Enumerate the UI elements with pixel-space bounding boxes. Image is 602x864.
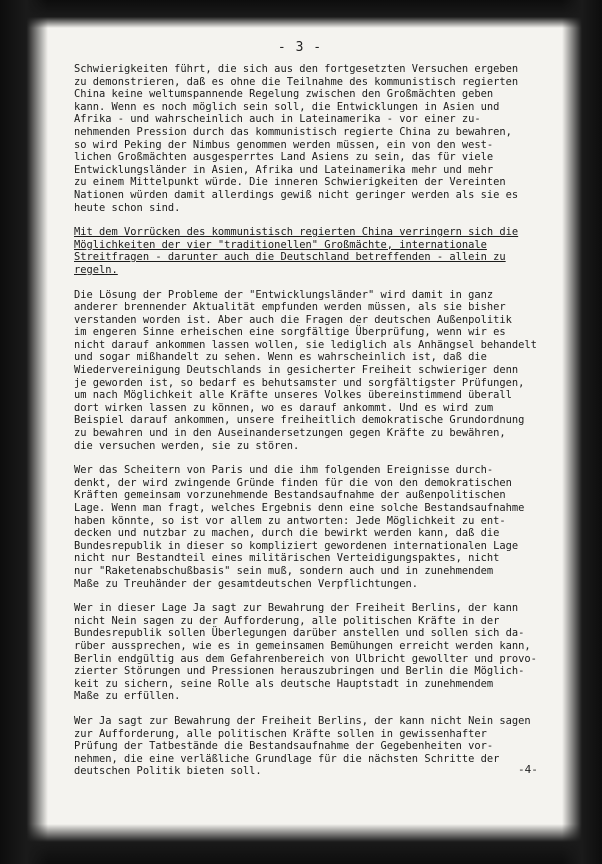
text-line: denkt, der wird zwingende Gründe finden für die von den demokratischen — [74, 476, 512, 489]
text-line: nicht nur Bestandteil eines militärischen Verteidigungspaktes, nicht — [74, 552, 500, 565]
text-line: und sogar mißhandelt zu sehen. Wenn es wahrscheinlich ist, daß die — [74, 351, 487, 364]
text-line: Schwierigkeiten führt, die sich aus den fortgesetzten Versuchen ergeben — [74, 63, 519, 75]
text-line: so wird Peking der Nimbus genommen werden müssen, ein von den west- — [74, 138, 494, 151]
text-line: Mit dem Vorrücken des kommunistisch regierten China verringern sich die — [74, 226, 519, 239]
text-line: haben könnte, so ist vor allem zu antworten: Jede Möglichkeit zu ent- — [74, 514, 506, 527]
text-line: Wiedervereinigung Deutschlands in gesicherter Freiheit schwieriger denn — [74, 364, 519, 377]
scan-border-bottom — [0, 824, 602, 864]
text-line: kann. Wenn es noch möglich sein soll, die Entwicklungen in Asien und — [74, 100, 500, 113]
text-line: Die Lösung der Probleme der "Entwicklungsländer" wird damit in ganz — [74, 288, 494, 301]
text-line: deutschen Politik bieten soll. — [74, 765, 262, 778]
scan-border-left — [0, 0, 48, 864]
text-line: heute schon sind. — [74, 201, 181, 214]
text-line: zur Aufforderung, alle politischen Kräfte sollen in gewissenhafter — [74, 727, 487, 740]
text-line: nicht darauf ankommen lassen wollen, sie lediglich als Anhängsel behandelt — [74, 338, 537, 351]
text-line: decken und nutzbar zu machen, durch die bewirkt werden kann, daß die — [74, 527, 500, 540]
paragraph — [74, 63, 554, 214]
text-line: Möglichkeiten der vier "traditionellen" Großmächte, internationale — [74, 238, 487, 251]
scan-border-top — [0, 0, 602, 28]
text-line: um nach Möglichkeit alle Kräfte unseres Volkes übereinstimmend überall — [74, 389, 512, 402]
text-line: Wer Ja sagt zur Bewahrung der Freiheit Berlins, der kann nicht Nein sagen — [74, 714, 531, 727]
text-line: Lage. Wenn man fragt, welches Ergebnis denn eine solche Bestandsaufnahme — [74, 502, 525, 514]
text-line: Maße zu erfüllen. — [74, 690, 181, 703]
underlined-paragraph — [74, 226, 554, 276]
paragraph — [74, 715, 554, 778]
paragraph — [74, 289, 554, 453]
page-number: - 3 - — [277, 40, 323, 55]
text-line: China keine weltumspannende Regelung zwischen den Großmächten geben — [74, 88, 494, 101]
text-line: Wer in dieser Lage Ja sagt zur Bewahrung der Freiheit Berlins, der kann — [74, 602, 519, 615]
text-line: zu einem Mittelpunkt würde. Die inneren Schwierigkeiten der Vereinten — [74, 176, 506, 189]
text-line: keit zu sichern, seine Rolle als deutsche Hauptstadt in zunehmendem — [74, 677, 494, 690]
text-line: rüber aussprechen, wie es in gemeinsamen Bemühungen erreicht werden kann, — [74, 639, 531, 652]
text-line: Wer das Scheitern von Paris und die ihm folgenden Ereignisse durch- — [74, 464, 494, 477]
next-page-marker: -4- — [518, 763, 538, 776]
text-line: Berlin endgültig aus dem Gefahrenbereich von Ulbricht gewollter und provo- — [74, 652, 537, 665]
text-line: Prüfung der Tatbestände die Bestandsaufnahme der Gegebenheiten vor- — [74, 740, 494, 753]
scan-border-right — [562, 0, 602, 864]
text-line: Afrika - und wahrscheinlich auch in Lateinamerika - vor einer zu- — [74, 113, 481, 126]
text-line: Streitfragen - darunter auch die Deutschland betreffenden - allein zu — [74, 251, 506, 264]
text-line: dort wirken lassen zu können, wo es darauf ankommt. Und es wird zum — [74, 401, 494, 414]
text-line: Maße zu Treuhänder der gesamtdeutschen Verpflichtungen. — [74, 577, 419, 590]
text-line: verstanden worden ist. Aber auch die Fragen der deutschen Außenpolitik — [74, 313, 512, 326]
text-line: Entwicklungsländer in Asien, Afrika und Lateinamerika mehr und mehr — [74, 163, 494, 176]
text-line: zu demonstrieren, daß es ohne die Teilnahme des kommunistisch regierten — [74, 75, 519, 88]
text-line: Kräften gemeinsam vorzunehmende Bestandsaufnahme der außenpolitischen — [74, 489, 506, 502]
text-line: im engeren Sinne erheischen eine sorgfältige Überprüfung, wenn wir es — [74, 326, 506, 339]
document-body — [74, 63, 554, 790]
text-line: Beispiel darauf ankommen, unsere freiheitlich demokratische Grundordnung — [74, 414, 525, 427]
text-line: lichen Großmächten ausgesperrtes Land Asiens zu sein, das für viele — [74, 151, 494, 164]
text-line: zierter Störungen und Pressionen herauszubringen und Berlin die Möglich- — [74, 665, 525, 678]
text-line: nehmenden Pression durch das kommunistisch regierte China zu bewahren, — [74, 125, 512, 138]
text-line: regeln. — [74, 263, 118, 276]
text-line: Nationen würden damit allerdings gewiß nicht geringer werden als sie es — [74, 188, 519, 201]
paragraph — [74, 602, 554, 703]
text-line: Bundesrepublik sollen Überlegungen darüber anstellen und sollen sich da- — [74, 627, 525, 640]
text-line: nur "Raketenabschußbasis" sein muß, sondern auch und in zunehmendem — [74, 564, 494, 577]
text-line: zu bewahren und in den Auseinandersetzungen gegen Kräfte zu bewähren, — [74, 427, 506, 440]
text-line: je geworden ist, so bedarf es behutsamster und sorgfältigster Prüfungen, — [74, 376, 525, 389]
text-line: Bundesrepublik in dieser so kompliziert gewordenen internationalen Lage — [74, 539, 519, 552]
text-line: die versuchen werden, sie zu stören. — [74, 439, 300, 452]
paragraph — [74, 464, 554, 590]
text-line: anderer brennender Aktualität empfunden werden müssen, als sie bisher — [74, 301, 506, 314]
text-line: nicht Nein sagen zu der Aufforderung, alle politischen Kräfte in der — [74, 614, 500, 627]
text-line: nehmen, die eine verläßliche Grundlage für die nächsten Schritte der — [74, 752, 500, 765]
